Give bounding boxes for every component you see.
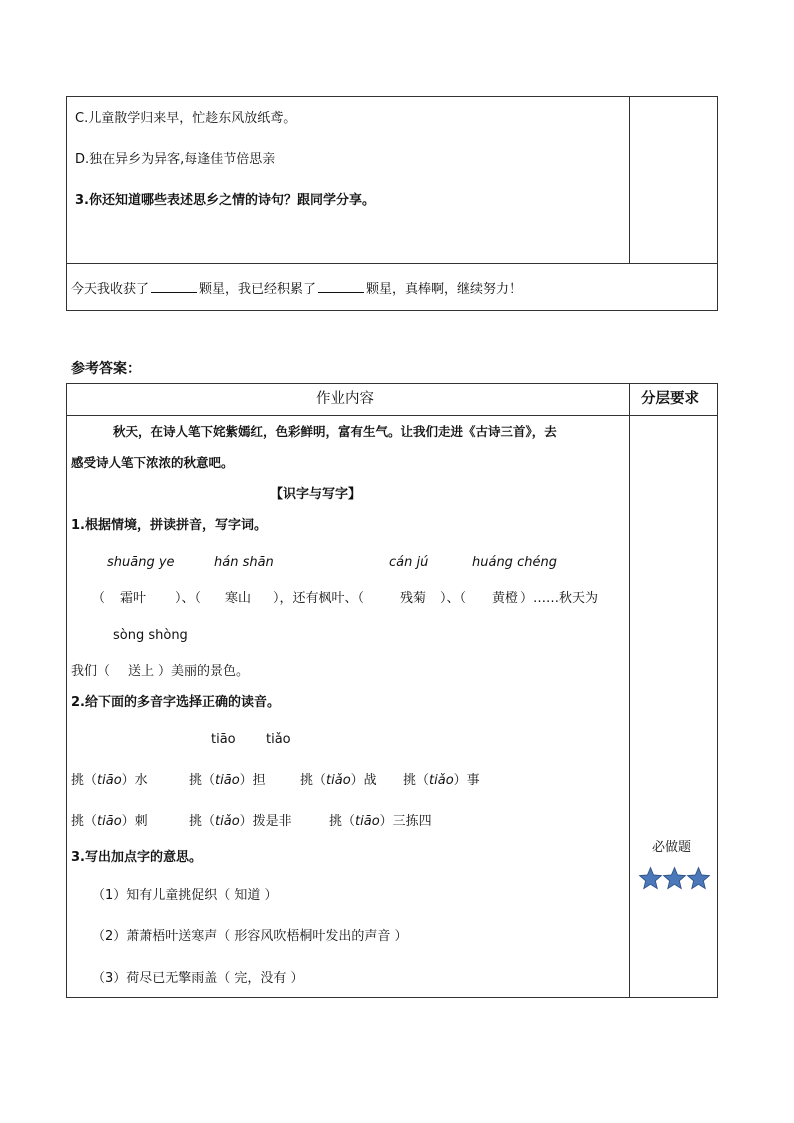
q1-pinyin-2: hán shān [214,555,274,570]
q2-r1-k: tiǎo [429,773,454,788]
q2-r1-h: tiǎo [326,773,351,788]
star-summary-part1: 今天我收获了 [71,282,150,297]
q1-paren-2: ）、（ [175,591,202,606]
q2-row2-item1 [71,814,148,830]
star-blank-2[interactable] [318,280,364,293]
q1-answer-5: 送上 [128,664,155,679]
top-table-row-divider [66,263,718,264]
star-icon [662,866,687,891]
star-summary [71,280,522,298]
q2-r2-g: 挑（ [329,814,356,829]
q1-answer-2: 寒山 [225,591,252,606]
q1-line2-start: 我们（ [71,664,111,679]
q2-r1-b: tiāo [97,773,122,788]
answer-table-header-line [66,415,718,416]
option-d: D.独在异乡为异客,每逢佳节倍思亲 [75,152,276,167]
q2-row2-item3 [329,814,432,830]
q2-row1-item2 [189,773,266,789]
q2-pinyin-1: tiāo [211,732,236,747]
q2-r2-b: tiāo [97,814,122,829]
q2-r1-e: tiāo [215,773,240,788]
q2-r1-c: ）水 [121,773,148,788]
q2-r2-c: ）刺 [121,814,148,829]
q1-paren-1: （ [92,591,106,606]
top-table-divider [629,96,630,264]
star-icon [638,866,663,891]
intro-line-1: 秋天，在诗人笔下姹紫嫣红，色彩鲜明，富有生气。让我们走进《古诗三首》，去 [113,424,557,439]
q2-r2-e: tiǎo [215,814,240,829]
star-summary-part3: 颗星，真棒啊，继续努力！ [366,282,523,297]
q2-row1-item3 [300,773,377,789]
q2-r1-g: 挑（ [300,773,327,788]
intro-line-2: 感受诗人笔下浓浓的秋意吧。 [71,455,234,470]
q2-r2-h: tiāo [355,814,380,829]
question-3: 3.你还知道哪些表述思乡之情的诗句？跟同学分享。 [75,193,375,208]
q2-row1-item1 [71,773,148,789]
header-level: 分层要求 [641,391,699,407]
q1-tail: ）……秋天为 [520,591,599,606]
star-summary-part2: 颗星，我已经积累了 [199,282,317,297]
answers-title: 参考答案： [71,361,141,377]
option-c: C.儿童散学归来早，忙趁东风放纸鸢。 [75,111,297,126]
q2-r1-l: ）事 [453,773,480,788]
q1-pinyin-4: huáng chéng [472,555,557,570]
q3-item-2: （2）萧萧梧叶送寒声（ 形容风吹梧桐叶发出的声音 ） [92,929,408,944]
star-blank-1[interactable] [151,280,197,293]
q2-r2-d: 挑（ [189,814,216,829]
q3-item-3: （3）荷尽已无擎雨盖（ 完，没有 ） [92,971,304,986]
q1-paren-3: ），还有枫叶、（ [273,591,365,606]
q2-r1-j: 挑（ [403,773,430,788]
star-icon [686,866,711,891]
level-label: 必做题 [652,840,692,855]
q2-r1-a: 挑（ [71,773,98,788]
q1-line2-end: ）美丽的景色。 [158,664,250,679]
q1-answer-4: 黄橙 [492,591,519,606]
q1-pinyin-3: cán jú [389,555,429,570]
q1-title: 1.根据情境，拼读拼音，写字词。 [71,518,267,533]
q2-row2-item2 [189,814,292,830]
q2-r2-i: ）三拣四 [379,814,432,829]
q2-r2-f: ）拨是非 [239,814,292,829]
q1-paren-4: ）、（ [440,591,467,606]
section-title: 【识字与写字】 [270,487,362,502]
header-content: 作业内容 [316,391,374,407]
star-rating [638,866,712,892]
q1-pinyin-5: sòng shòng [113,628,188,643]
q2-r2-a: 挑（ [71,814,98,829]
answer-table-divider [629,383,630,998]
q2-r1-d: 挑（ [189,773,216,788]
q2-row1-item4 [403,773,480,789]
q1-answer-3: 残菊 [400,591,427,606]
q3-item-1: （1）知有儿童挑促织（ 知道 ） [92,888,278,903]
answer-table [66,383,718,998]
q2-r1-f: ）担 [239,773,266,788]
q1-pinyin-1: shuāng ye [107,555,175,570]
q2-r1-i: ）战 [350,773,377,788]
q3-title: 3.写出加点字的意思。 [71,850,202,865]
q2-pinyin-2: tiǎo [266,732,291,747]
q1-answer-1: 霜叶 [120,591,147,606]
q2-title: 2.给下面的多音字选择正确的读音。 [71,695,280,710]
